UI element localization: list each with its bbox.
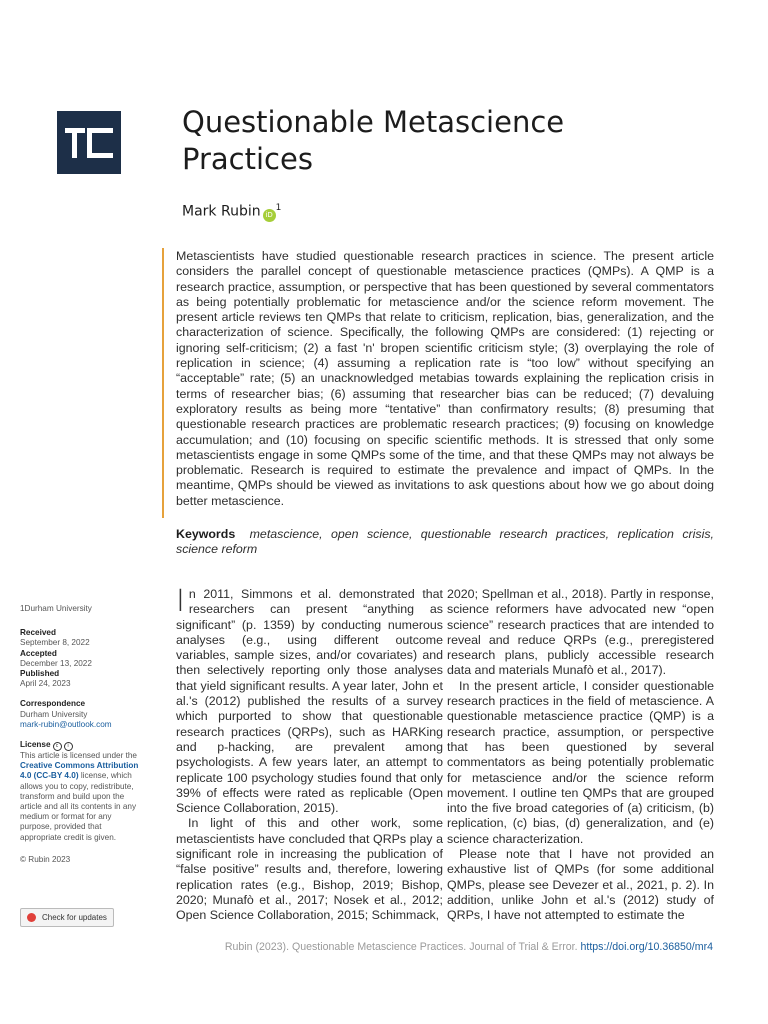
by-icon: i bbox=[64, 742, 73, 751]
accepted-label: Accepted bbox=[20, 648, 57, 658]
article-title: Questionable Metascience Practices bbox=[182, 105, 565, 176]
license-link[interactable]: Creative Commons Attribution 4.0 (CC-BY 4.0) bbox=[20, 761, 139, 781]
dates bbox=[20, 628, 140, 689]
body-paragraph: In the present article, I consider questionable research practices in the field of metascience. A questionable metascience practice (QMP) is a research practice, assumption, or perspective that has been questioned by several commentators as being potentially problematic for metascience and/or the science reform movement. I outline ten QMPs that are grouped into the five broad categories of (a) criticism, (b) replication, (c) bias, (d) generalization, and (e) science characterization. bbox=[447, 678, 714, 846]
journal-logo-mark bbox=[57, 111, 121, 174]
article-sidebar bbox=[20, 604, 140, 871]
affiliation-mark: 1 bbox=[275, 203, 282, 213]
correspondence-institution: Durham University bbox=[20, 709, 88, 719]
correspondence bbox=[20, 699, 140, 730]
affiliation: 1Durham University bbox=[20, 604, 92, 613]
received-date: September 8, 2022 bbox=[20, 638, 90, 648]
license-post: license, which allows you to copy, redistribute, transform and build upon the article and all its contents in any medium or format for any purpose, provided that appropriate credit is given. bbox=[20, 771, 137, 842]
body-paragraph: 2020; Spellman et al., 2018). Partly in response, science reformers have advocated new “open science” research practices that are intended to reveal and reduce QRPs (e.g., preregistered research plans, publicly accessible research data and materials Munafò et al., 2017). bbox=[447, 587, 714, 678]
paragraph-text: n 2011, Simmons et al. demonstrated that researchers can present “anything as significant” (p. 1359) by conducting numerous analyses (e.g., using different outcome variables, sample sizes, and/or covariates) and then selectively reporting only those analyses that yield significant results. A year later, John et al.'s (2012) published the results of a survey which purported to show that questionable research practices (QRPs), such as HARKing and p-hacking, are prevalent among psychologists. A few years later, an attempt to replicate 100 psychology studies found that only 39% of effects were rated as replicable (Open Science Collaboration, 2015). bbox=[176, 587, 443, 816]
correspondence-email[interactable]: mark-rubin@outlook.com bbox=[20, 719, 112, 729]
abstract-accent-bar bbox=[162, 248, 164, 518]
published-date: April 24, 2023 bbox=[20, 679, 71, 689]
cc-icon: c bbox=[53, 742, 62, 751]
license-label: License bbox=[20, 740, 51, 750]
orcid-icon[interactable]: iD bbox=[263, 209, 276, 222]
body-column-left bbox=[176, 584, 443, 924]
keywords-text: metascience, open science, questionable research practices, replication crisis, science reform bbox=[176, 527, 714, 557]
body-paragraph: Please note that I have not provided an exhaustive list of QMPs (for some additional QMPs, please see Devezer et al., 2021, p. 2). In addition, unlike John et al.'s (2012) study of QRPs, I have not attempted to estimate the bbox=[447, 847, 714, 923]
body-paragraph: In light of this and other work, some metascientists have concluded that QRPs play a significant role in increasing the publication of “false positive” results and, therefore, lowering replication rates (e.g., Bishop, 2019; Bishop, 2020; Munafò et al., 2017; Nosek et al., 2012; Open Science Collaboration, 2015; Schimmack, bbox=[176, 816, 443, 923]
license bbox=[20, 740, 140, 843]
footer-doi-link[interactable]: https://doi.org/10.36850/mr4 bbox=[580, 941, 713, 953]
check-updates-label: Check for updates bbox=[42, 913, 107, 922]
accepted-date: December 13, 2022 bbox=[20, 658, 92, 668]
received-label: Received bbox=[20, 628, 56, 638]
author-name[interactable]: Mark Rubin bbox=[182, 203, 261, 220]
drop-cap: I bbox=[176, 584, 185, 619]
body-paragraph bbox=[176, 584, 443, 816]
published-label: Published bbox=[20, 669, 60, 679]
license-text bbox=[20, 751, 140, 843]
body-column-right bbox=[447, 587, 714, 924]
correspondence-label: Correspondence bbox=[20, 699, 86, 709]
author-line bbox=[182, 203, 281, 222]
copyright: © Rubin 2023 bbox=[20, 854, 71, 864]
abstract: Metascientists have studied questionable research practices in science. The present article considers the parallel concept of questionable metascience practices (QMPs). A QMP is a research practice, assumption, or perspective that has been questioned by several commentators as being potentially problematic for metascience and/or the science reform movement. The present article reviews ten QMPs that relate to criticism, replication, bias, generalization, and the characterization of science. Specifically, the following QMPs are considered: (1) rejecting or ignoring self-criticism; (2) a fast 'n' bropen scientific criticism style; (3) overplaying the role of replication in science; (4) assuming a replication rate is “too low” without specifying an “acceptable” rate; (5) an unacknowledged metabias towards explaining the replication crisis in terms of researcher bias; (6) assuming that researcher bias can be reduced; (7) devaluing exploratory results as being more “tentative” than confirmatory results; (8) presuming that questionable research practices are problematic research practices; (9) focusing on knowledge accumulation; and (10) focusing on specific scientific methods. It is stressed that only some metascientists engage in some QMPs some of the time, and that these QMPs may not always be problematic. Research is required to estimate the prevalence and impact of QMPs. In the meantime, QMPs should be viewed as invitations to ask questions about how we go about doing better metascience. bbox=[176, 249, 714, 508]
journal-logo bbox=[57, 111, 121, 174]
page-footer bbox=[173, 941, 713, 953]
footer-citation: Rubin (2023). Questionable Metascience Practices. Journal of Trial & Error. bbox=[224, 941, 578, 953]
check-updates-icon bbox=[27, 913, 36, 922]
check-for-updates-button[interactable] bbox=[20, 908, 114, 927]
keywords bbox=[176, 527, 714, 558]
license-pre: This article is licensed under the bbox=[20, 751, 137, 761]
keywords-label: Keywords bbox=[176, 527, 236, 541]
